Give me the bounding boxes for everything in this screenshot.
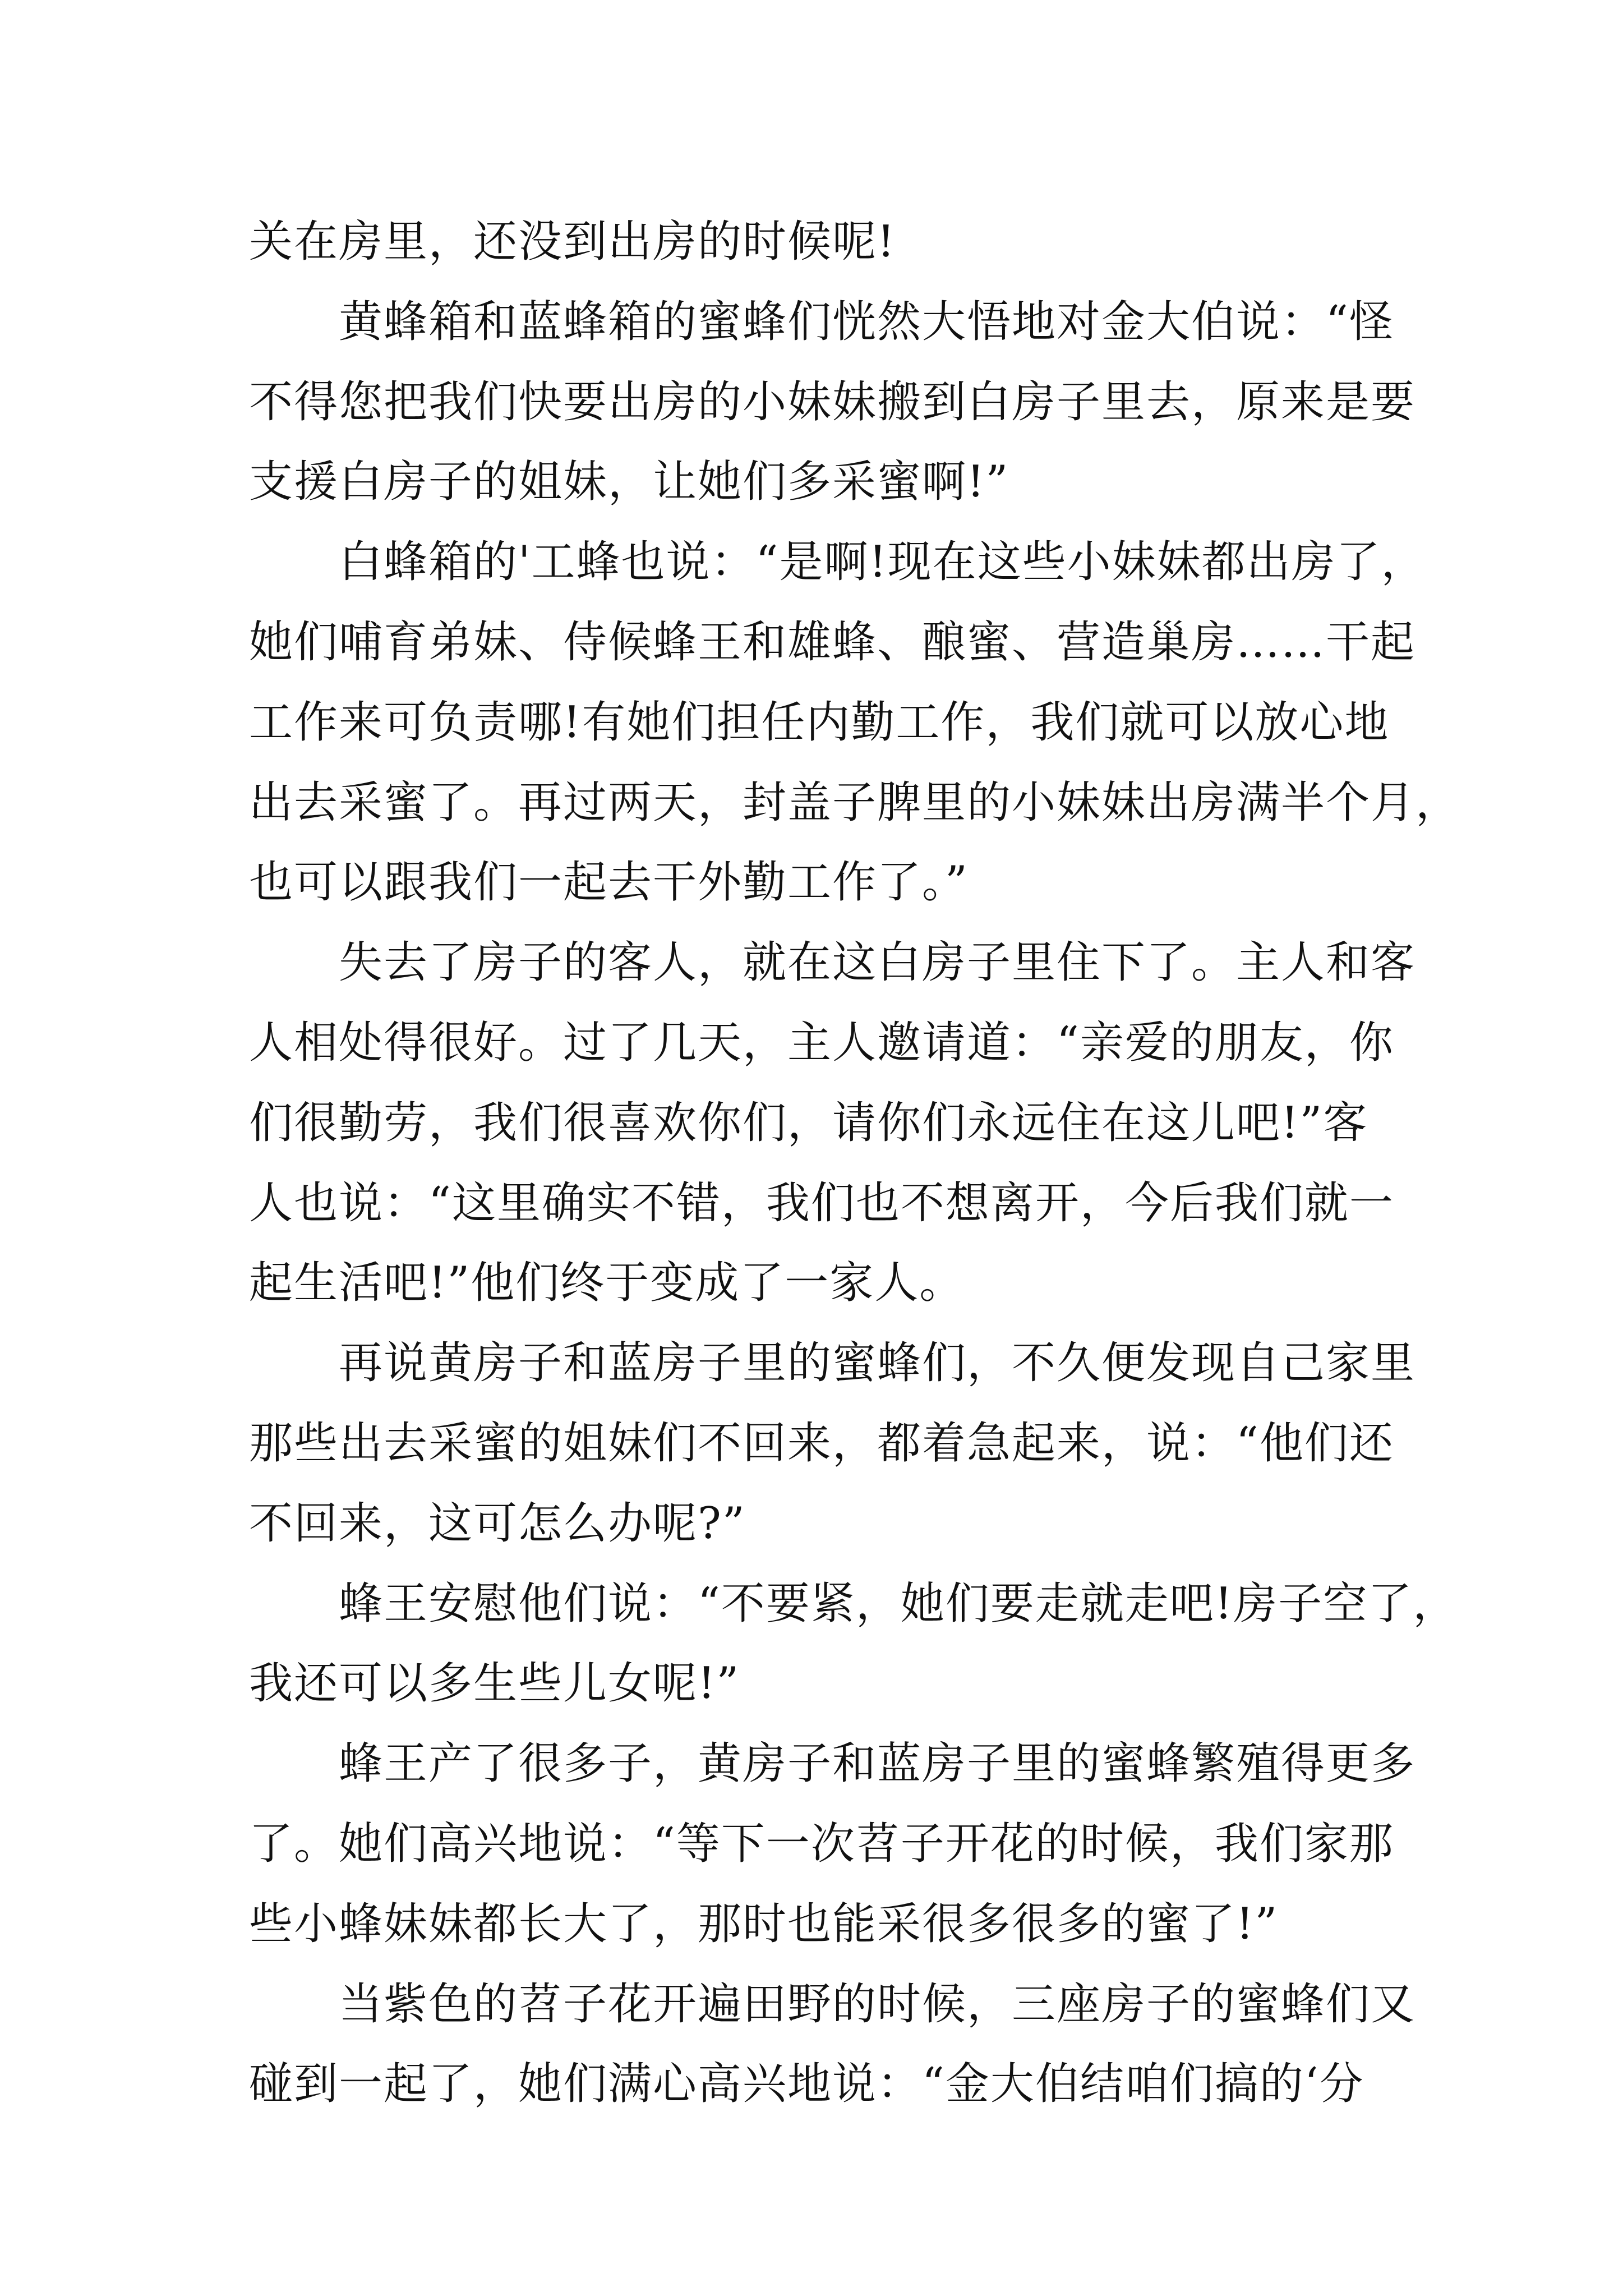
- text-line: 起生活吧!”他们终于变成了一家人。: [249, 1258, 965, 1309]
- document-body: [249, 202, 1461, 2124]
- text-line: 蜂王产了很多子，黄房子和蓝房子里的蜜蜂繁殖得更多: [339, 1738, 1416, 1789]
- text-line: 不回来，这可怎么办呢?”: [249, 1498, 746, 1549]
- text-line: 不得您把我们快要出房的小妹妹搬到白房子里去，原来是要: [249, 376, 1416, 427]
- text-line: 关在房里，还没到出房的时候呢!: [249, 217, 896, 267]
- text-line: 出去采蜜了。再过两天，封盖子脾里的小妹妹出房满半个月，: [249, 777, 1461, 828]
- text-line: 人也说：“这里确实不错，我们也不想离开，今后我们就一: [249, 1177, 1394, 1228]
- text-line: 那些出去采蜜的姐妹们不回来，都着急起来，说：“他们还: [249, 1418, 1394, 1469]
- text-line: 蜂王安慰他们说：“不要紧，她们要走就走吧!房子空了，: [339, 1578, 1458, 1629]
- text-line: 白蜂箱的'工蜂也说：“是啊!现在这些小妹妹都出房了，: [339, 537, 1426, 588]
- text-line: 人相处得很好。过了几天，主人邀请道：“亲爱的朋友，你: [249, 1017, 1394, 1068]
- text-line: 黄蜂箱和蓝蜂箱的蜜蜂们恍然大悟地对金大伯说：“怪: [339, 296, 1394, 347]
- text-line: 们很勤劳，我们很喜欢你们，请你们永远住在这儿吧!”客: [249, 1097, 1368, 1148]
- text-line: 工作来可负责哪!有她们担任内勤工作，我们就可以放心地: [249, 697, 1390, 748]
- text-line: 我还可以多生些儿女呢!”: [249, 1658, 740, 1709]
- text-line: 些小蜂妹妹都长大了，那时也能采很多很多的蜜了!”: [249, 1898, 1279, 1949]
- text-line: 碰到一起了，她们满心高兴地说：“金大伯结咱们搞的‘分: [249, 2059, 1364, 2110]
- text-line: 支援白房子的姐妹，让她们多采蜜啊!”: [249, 457, 1009, 508]
- text-line: 也可以跟我们一起去干外勤工作了。”: [249, 857, 969, 908]
- text-line: 了。她们高兴地说：“等下一次苕子开花的时候，我们家那: [249, 1818, 1394, 1869]
- text-line: 她们哺育弟妹、侍候蜂王和雄蜂、酿蜜、营造巢房……干起: [249, 616, 1416, 668]
- text-line: 当紫色的苕子花开遍田野的时候，三座房子的蜜蜂们又: [339, 1978, 1416, 2030]
- text-line: 失去了房子的客人，就在这白房子里住下了。主人和客: [339, 937, 1416, 988]
- text-line: 再说黄房子和蓝房子里的蜜蜂们，不久便发现自己家里: [339, 1338, 1416, 1389]
